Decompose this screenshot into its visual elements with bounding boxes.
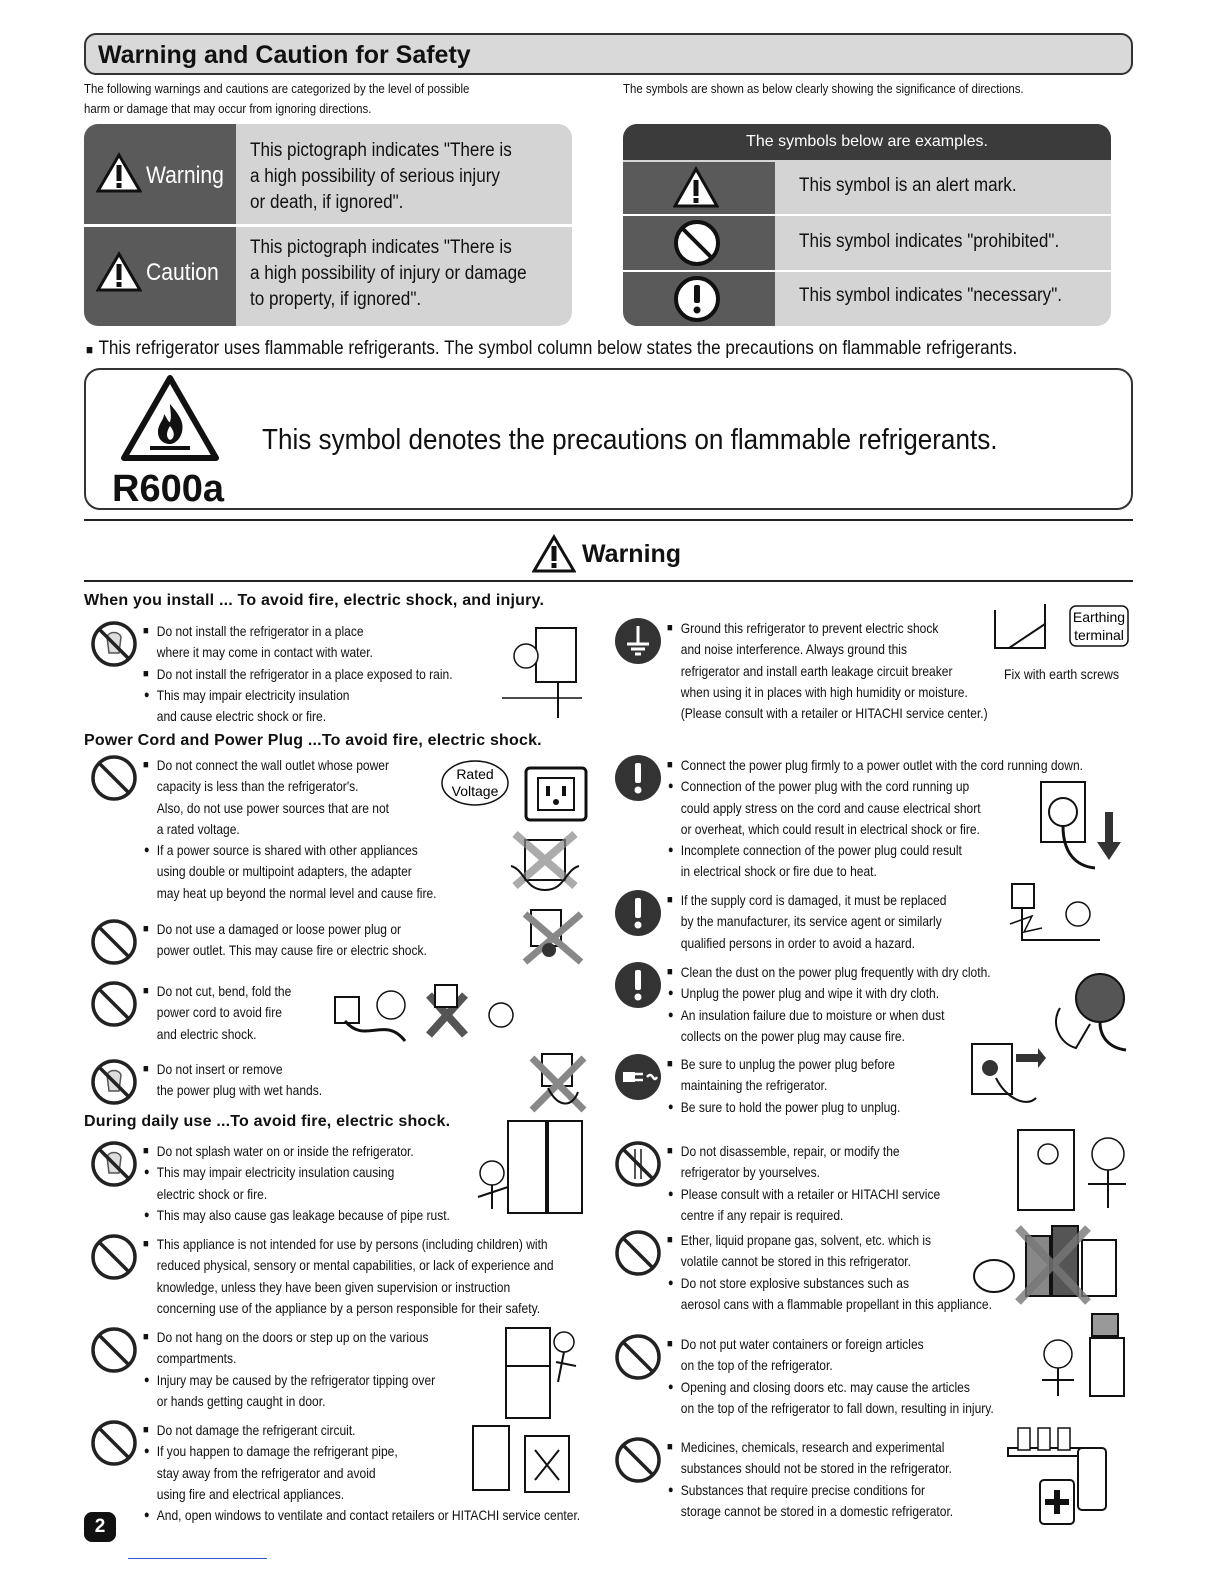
level-label-caution — [84, 227, 236, 326]
item-line: ■ Do not put water containers or foreign articles — [667, 1334, 994, 1355]
item-line: centre if any repair is required. — [680, 1206, 844, 1223]
damaged-plug-illustration — [505, 900, 585, 970]
item-line: on the top of the refrigerator to fall down, resulting in injury. — [680, 1399, 994, 1416]
item-line: ● And, open windows to ventilate and contact retailers or HITACHI service center. — [143, 1505, 580, 1526]
item-line: may heat up beyond the normal level and cause fire. — [156, 884, 437, 901]
prohibited-icon — [89, 1418, 139, 1468]
flammable-text: This symbol denotes the precautions on flammable refrigerants. — [262, 424, 998, 456]
necessary-icon — [613, 960, 663, 1010]
item-line: and electric shock. — [156, 1025, 257, 1042]
alert-triangle-icon — [673, 165, 719, 209]
necessary-icon — [613, 888, 663, 938]
item-line: collects on the power plug may cause fire. — [680, 1027, 905, 1044]
section-title: Power Cord and Power Plug ...To avoid fire, electric shock. — [84, 732, 542, 749]
prohibited-icon — [89, 1232, 139, 1282]
left-warning-item — [143, 621, 453, 727]
level-word: Caution — [146, 259, 219, 286]
left-warning-item — [143, 1059, 322, 1102]
warning-heading — [532, 534, 682, 579]
item-line: could apply stress on the cord and cause electrical short — [680, 799, 981, 816]
item-line: ■ Ether, liquid propane gas, solvent, etc. which is — [667, 1230, 992, 1251]
item-line: ■ Do not splash water on or inside the refrigerator. — [143, 1141, 450, 1162]
prohibited-icon — [89, 753, 139, 803]
symbol-text: This symbol is an alert mark. — [799, 175, 1017, 196]
item-line: ■ Do not damage the refrigerant circuit. — [143, 1420, 580, 1441]
item-line: ● This may impair electricity insulation — [143, 685, 453, 706]
symbols-header: The symbols below are examples. — [623, 124, 1111, 160]
left-warning-item — [143, 919, 427, 962]
voltage-label: Voltage — [451, 783, 499, 799]
item-line: and cause electric shock or fire. — [156, 708, 327, 725]
item-line: ● This may also cause gas leakage because of pipe rust. — [143, 1205, 450, 1226]
item-line: compartments. — [156, 1350, 237, 1367]
item-line: on the top of the refrigerator. — [680, 1357, 833, 1374]
page-title-bar — [84, 33, 1133, 75]
item-line: ● An insulation failure due to moisture or when dust — [667, 1005, 991, 1026]
intro-line: The following warnings and cautions are categorized by the level of possible — [84, 81, 470, 96]
no-water-icon — [89, 1057, 139, 1107]
right-warning-item — [667, 755, 1083, 883]
symbol-row — [623, 272, 1111, 326]
outlet-illustration — [522, 764, 592, 824]
prohibited-icon — [89, 917, 139, 967]
warning-heading-text: Warning — [582, 540, 682, 568]
level-line: or death, if ignored". — [250, 192, 404, 213]
item-line: ■ Do not use a damaged or loose power plug or — [143, 919, 427, 940]
page-title: Warning and Caution for Safety — [98, 41, 471, 69]
item-line: ■ Do not install the refrigerator in a place exposed to rain. — [143, 664, 453, 685]
item-line: ● Incomplete connection of the power plug could result — [667, 840, 1083, 861]
item-line: capacity is less than the refrigerator's. — [156, 778, 359, 795]
link-underline — [128, 1558, 267, 1559]
item-line: ■ Be sure to unplug the power plug before — [667, 1054, 900, 1075]
flammable-substances-illustration — [968, 1218, 1122, 1308]
flammable-note — [86, 338, 1017, 360]
item-line: ■ Do not hang on the doors or step up on the various — [143, 1327, 435, 1348]
no-disassemble-icon — [613, 1139, 663, 1189]
divider — [84, 519, 1133, 521]
item-line: electric shock or fire. — [156, 1185, 268, 1202]
item-line: a rated voltage. — [156, 820, 240, 837]
splash-water-illustration — [468, 1117, 588, 1217]
level-line: This pictograph indicates "There is — [250, 237, 512, 258]
right-warning-item — [667, 962, 991, 1047]
level-warning — [84, 124, 572, 224]
wet-hands-illustration — [528, 1048, 588, 1118]
level-label-warning — [84, 124, 236, 224]
item-line: refrigerator and install earth leakage circuit breaker — [680, 662, 953, 679]
item-line: ■ This appliance is not intended for use by persons (including children) with — [143, 1234, 554, 1255]
item-line: ■ Do not install the refrigerator in a place — [143, 621, 453, 642]
left-warning-item — [143, 1234, 554, 1319]
unplug-illustration — [966, 1038, 1046, 1118]
item-line: the power plug with wet hands. — [156, 1082, 323, 1099]
fix-screws-label: Fix with earth screws — [1004, 666, 1120, 682]
page-number: 2 — [84, 1512, 116, 1542]
intro-line: harm or damage that may occur from ignoring directions. — [84, 101, 372, 116]
item-line: ■ Do not insert or remove — [143, 1059, 322, 1080]
item-line: ■ If the supply cord is damaged, it must be replaced — [667, 890, 946, 911]
right-warning-item — [667, 1437, 953, 1522]
section-title: When you install ... To avoid fire, electric shock, and injury. — [84, 592, 545, 609]
symbol-icon-cell — [623, 216, 775, 270]
item-line: power cord to avoid fire — [156, 1004, 282, 1021]
damaged-cord-illustration — [1002, 880, 1102, 952]
right-warning-item — [667, 1334, 994, 1419]
refrigerant-circuit-illustration — [465, 1420, 575, 1510]
item-line: Also, do not use power sources that are not — [156, 799, 390, 816]
right-warning-item — [667, 618, 988, 724]
rated-voltage-bubble — [440, 758, 510, 808]
no-water-icon — [89, 619, 139, 669]
section-title: During daily use ...To avoid fire, electric shock. — [84, 1113, 451, 1130]
prohibited-icon — [613, 1228, 663, 1278]
symbol-icon-cell — [623, 162, 775, 214]
item-line: ● Substances that require precise conditions for — [667, 1480, 953, 1501]
flammable-note-text: This refrigerator uses flammable refrigerants. The symbol column below states the precautions on flammable refrigerants. — [98, 338, 1018, 359]
symbol-text: This symbol indicates "prohibited". — [799, 231, 1060, 252]
prohibited-icon — [613, 1332, 663, 1382]
item-line: knowledge, unless they have been given supervision or instruction — [156, 1278, 511, 1295]
item-line: (Please consult with a retailer or HITACHI service center.) — [680, 705, 988, 722]
right-warning-item — [667, 1054, 900, 1118]
item-line: concerning use of the appliance by a person responsible for their safety. — [156, 1299, 541, 1316]
item-line: qualified persons in order to avoid a hazard. — [680, 934, 916, 951]
ground-icon — [613, 616, 663, 666]
item-line: ■ Clean the dust on the power plug frequently with dry cloth. — [667, 962, 991, 983]
item-line: storage cannot be stored in a domestic refrigerator. — [680, 1502, 954, 1519]
right-warning-item — [667, 1230, 992, 1315]
left-warning-item — [143, 755, 437, 904]
symbol-row — [623, 216, 1111, 270]
item-line: when using it in places with high humidity or moisture. — [680, 683, 968, 700]
item-line: power outlet. This may cause fire or electric shock. — [156, 942, 427, 959]
item-line: ■ Do not cut, bend, fold the — [143, 981, 291, 1002]
necessary-icon — [673, 275, 721, 323]
item-line: ■ Ground this refrigerator to prevent electric shock — [667, 618, 988, 639]
item-line: ● Please consult with a retailer or HITACHI service — [667, 1184, 940, 1205]
item-line: ● Injury may be caused by the refrigerator tipping over — [143, 1370, 435, 1391]
earthing-terminal-illustration — [985, 600, 1135, 672]
level-line: a high possibility of serious injury — [250, 166, 500, 187]
item-line: ■ Connect the power plug firmly to a power outlet with the cord running down. — [667, 755, 1083, 776]
alert-triangle-icon — [96, 152, 142, 194]
item-line: maintaining the refrigerator. — [680, 1077, 828, 1094]
right-warning-item — [667, 890, 946, 954]
prohibited-icon — [89, 1325, 139, 1375]
item-line: ● Opening and closing doors etc. may cause the articles — [667, 1377, 994, 1398]
item-line: stay away from the refrigerator and avoid — [156, 1464, 376, 1481]
level-word: Warning — [146, 162, 224, 189]
level-description — [250, 235, 556, 313]
item-line: refrigerator by yourselves. — [680, 1164, 820, 1181]
symbols-box — [623, 124, 1111, 326]
item-line: or hands getting caught in door. — [156, 1392, 326, 1409]
hanging-doors-illustration — [496, 1322, 586, 1422]
square-bullet: ■ — [86, 342, 94, 357]
medicines-illustration — [1000, 1418, 1112, 1528]
rated-label: Rated — [456, 766, 494, 782]
objects-on-top-illustration — [1030, 1308, 1130, 1398]
unplug-icon — [613, 1052, 663, 1102]
item-line: ● Connection of the power plug with the cord running up — [667, 776, 1083, 797]
multipoint-adapter-illustration — [505, 826, 585, 896]
item-line: reduced physical, sensory or mental capabilities, or lack of experience and — [156, 1257, 554, 1274]
item-line: aerosol cans with a flammable propellant in this appliance. — [680, 1295, 992, 1312]
left-warning-item — [143, 1327, 435, 1412]
symbol-row — [623, 162, 1111, 214]
level-description — [250, 138, 556, 216]
item-line: ■ Do not connect the wall outlet whose power — [143, 755, 437, 776]
levels-box — [84, 124, 572, 326]
item-line: using fire and electrical appliances. — [156, 1485, 345, 1502]
left-warning-item — [143, 1141, 450, 1226]
earthing-label: Earthing — [1072, 609, 1126, 625]
prohibited-icon — [613, 1435, 663, 1485]
alert-triangle-icon — [96, 251, 142, 293]
item-line: substances should not be stored in the refrigerator. — [680, 1460, 952, 1477]
item-line: where it may come in contact with water. — [156, 644, 373, 661]
item-line: ■ Medicines, chemicals, research and experimental — [667, 1437, 953, 1458]
refrigerant-code: R600a — [112, 468, 224, 510]
intro-left — [84, 79, 469, 119]
item-line: using double or multipoint adapters, the adapter — [156, 863, 412, 880]
symbol-icon-cell — [623, 272, 775, 326]
item-line: volatile cannot be stored in this refrigerator. — [680, 1253, 911, 1270]
necessary-icon — [613, 753, 663, 803]
level-line: to property, if ignored". — [250, 289, 422, 310]
bent-cord-illustration — [325, 975, 525, 1055]
prohibited-icon — [673, 219, 721, 267]
item-line: and noise interference. Always ground this — [680, 641, 907, 658]
level-line: This pictograph indicates "There is — [250, 140, 512, 161]
item-line: ● This may impair electricity insulation causing — [143, 1162, 450, 1183]
flammable-warning-icon — [120, 374, 220, 462]
flammable-box — [84, 368, 1133, 510]
left-warning-item — [143, 981, 291, 1045]
item-line: ● Be sure to hold the power plug to unplug. — [667, 1097, 900, 1118]
intro-right: The symbols are shown as below clearly showing the significance of directions. — [623, 81, 1024, 96]
item-line: in electrical shock or fire due to heat. — [680, 863, 877, 880]
alert-triangle-icon — [532, 534, 576, 574]
level-caution — [84, 227, 572, 326]
prohibited-icon — [89, 979, 139, 1029]
symbol-text: This symbol indicates "necessary". — [799, 285, 1063, 306]
item-line: or overheat, which could result in electrical shock or fire. — [680, 820, 980, 837]
disassemble-illustration — [1012, 1124, 1134, 1214]
no-water-icon — [89, 1139, 139, 1189]
plug-cord-down-illustration — [1035, 772, 1125, 872]
item-line: by the manufacturer, its service agent or similarly — [680, 913, 942, 930]
item-line: ● If you happen to damage the refrigerant pipe, — [143, 1441, 580, 1462]
item-line: ● If a power source is shared with other appliances — [143, 840, 437, 861]
divider — [84, 580, 1133, 582]
level-line: a high possibility of injury or damage — [250, 263, 527, 284]
item-line: ● Do not store explosive substances such as — [667, 1273, 992, 1294]
terminal-label: terminal — [1074, 627, 1124, 643]
water-install-illustration — [496, 620, 586, 720]
item-line: ■ Do not disassemble, repair, or modify the — [667, 1141, 940, 1162]
right-warning-item — [667, 1141, 940, 1226]
item-line: ● Unplug the power plug and wipe it with dry cloth. — [667, 983, 991, 1004]
